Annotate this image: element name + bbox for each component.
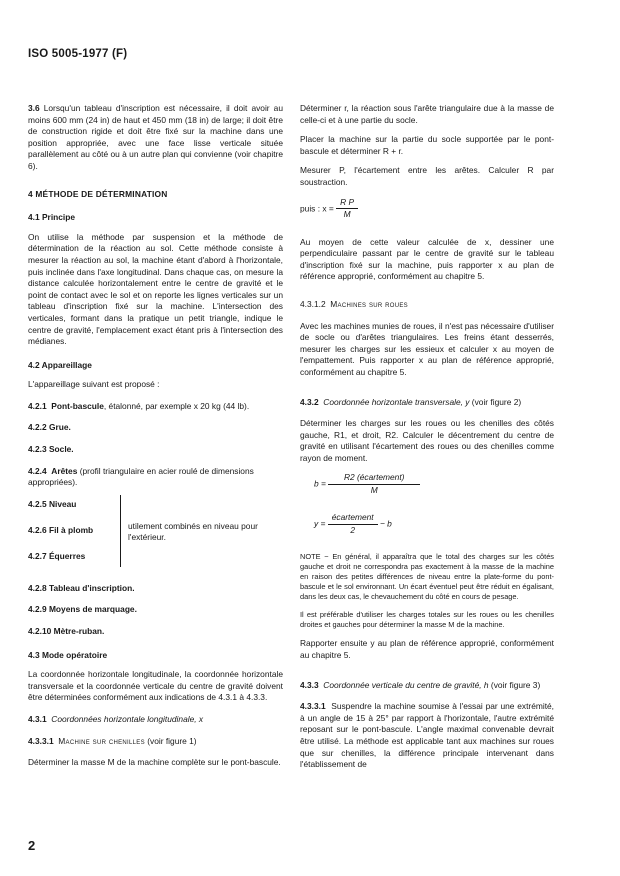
- section-4-3-1-heading: 4.3.1 Coordonnées horizontale longitudinale, x: [28, 714, 204, 724]
- item-4-2-9: 4.2.9 Moyens de marquage.: [28, 604, 137, 615]
- paragraph-mesurer: Mesurer P, l'écartement entre les arêtes. Calculer R par soustraction.: [300, 165, 554, 187]
- section-4-3-heading: 4.3 Mode opératoire: [28, 649, 108, 660]
- section-4-3-2-heading: 4.3.2 Coordonnée horizontale transversale, y (voir figure 2): [300, 396, 522, 407]
- item-4-2-3: 4.2.3 Socle.: [28, 444, 74, 455]
- item-4-2-5: 4.2.5 Niveau: [28, 498, 77, 509]
- item-4-2-10: 4.2.10 Mètre-ruban.: [28, 626, 105, 637]
- section-4-3-3-heading: 4.3.3 Coordonnée verticale du centre de gravité, h (voir figure 3): [300, 679, 541, 690]
- item-4-2-2: 4.2.2 Grue.: [28, 422, 71, 433]
- right-column: [300, 103, 554, 779]
- paragraph-3-6: 3.6 Lorsqu'un tableau d'inscription est nécessaire, il doit avoir au moins 600 mm (24 in) de haut et 450 mm (18 in) de large; il doit être de construction rigide et doit être fixé sur la machine dans une position appropriée, avec une face lisse verticale située parallèlement au côté ou à un autre plan qui convienne (voir chapitre 6).: [28, 103, 283, 171]
- section-4-1-heading: 4.1 Principe: [28, 212, 76, 223]
- document-header: ISO 5005-1977 (F): [28, 48, 128, 60]
- grouped-items-bracket: [28, 499, 283, 571]
- item-4-2-6: 4.2.6 Fil à plomb: [28, 524, 94, 535]
- paragraph-suspendre: 4.3.3.1 Suspendre la machine soumise à l'essai par une extrémité, à un angle de 15 à 25° par rapport à l'horizontale, l'autre extrémité reposant sur le pont-bascule. L'angle maximal convenable devrait être utilisé. La méthode est applicable tant aux machines sur roues que sur chenilles, la différence principale intervenant dans l'établissement de: [300, 701, 555, 770]
- item-4-2-8: 4.2.8 Tableau d'inscription.: [28, 582, 135, 593]
- paragraph-rapporter: Rapporter ensuite y au plan de référence approprié, conformément au chapitre 5.: [300, 638, 554, 661]
- section-4-2-heading: 4.2 Appareillage: [28, 359, 92, 370]
- section-4-heading: 4 MÉTHODE DE DÉTERMINATION: [28, 188, 168, 199]
- item-4-2-1: 4.2.1 Pont-bascule, étalonné, par exemple x 20 kg (44 lb).: [28, 400, 250, 411]
- paragraph-roues: Avec les machines munies de roues, il n'est pas nécessaire d'utiliser de socle ou d'arêtes triangulaires. Les freins étant desserrés, mesurer les charges sur les essieux et calculer x au moyen de l'empattement. Puis rapporter x au plan de référence approprié, conformément au chapitre 5.: [300, 320, 554, 377]
- item-4-2-7: 4.2.7 Équerres: [28, 550, 86, 561]
- paragraph-au-moyen: Au moyen de cette valeur calculée de x, dessiner une perpendiculaire passant par le centre de gravité sur le tableau d'inscription fixé sur la machine, puis rapporter x au plan de référence approprié, conformément au chapitre 5.: [300, 236, 554, 282]
- page-number: 2: [28, 838, 36, 853]
- item-4-2-4: 4.2.4 Arêtes (profil triangulaire en acier roulé de dimensions appropriées).: [28, 465, 254, 488]
- note-paragraph-2: Il est préférable d'utiliser les charges totales sur les roues ou les chenilles droites et gauches pour déterminer la masse M de la machine.: [300, 610, 554, 630]
- note-paragraph: NOTE − En général, il apparaîtra que le total des charges sur les côtés gauche et droit ne correspondra pas exactement à la masse de la machine en raison des petites différences de niveau entre la plate-forme du pont-bascule et le sol environnant. Un écart éventuel peut être réduit en égalisant, dans les deux cas, le chevauchement du côté en cours de pesage.: [300, 552, 554, 602]
- left-column: [28, 103, 283, 777]
- bracket-line: [120, 495, 121, 567]
- paragraph-mode-operatoire: La coordonnée horizontale longitudinale, la coordonnée horizontale transversale et la coordonnée verticale du centre de gravité doivent être déterminées conformément aux indications de 4.3.1 à 4.3.3.: [28, 669, 283, 703]
- paragraph-charges: Déterminer les charges sur les roues ou les chenilles des côtés gauche, R1, et droit, R2. Calculer le décentrement du centre de gravité en utilisant l'écartement des roues ou des chenilles comme rayon de moment.: [300, 418, 554, 463]
- paragraph-reaction: Déterminer r, la réaction sous l'arête triangulaire due à la masse de celle-ci et à une partie du socle.: [300, 103, 554, 125]
- paragraph-placer: Placer la machine sur la partie du socle supportée par le pont-bascule et déterminer R + r.: [300, 134, 554, 156]
- section-4-3-1-2-heading: 4.3.1.2 Machines sur roues: [300, 298, 408, 309]
- section-4-3-3-1-heading: 4.3.3.1 Machine sur chenilles (voir figure 1): [28, 735, 197, 746]
- formula-y: y = $\frac{\text{écartement}}{2}$ − b: [314, 512, 392, 536]
- formula-b: b = $\frac{\text{R2 (écartement)}}{M}$: [300, 472, 554, 502]
- paragraph-appareillage: L'appareillage suivant est proposé :: [28, 379, 160, 390]
- paragraph-principe: On utilise la méthode par suspension et la méthode de détermination de la réaction au sol. Cette méthode consiste à mesurer la réaction au sol, la machine étant d'abord à l'horizontale, puis inclinée dans l'axe longitudinal. Dans chaque cas, on mesure la distance calculée horizontalement entre le centre de gravité et le point de contact avec le sol et on reporte les lignes verticales sur un tableau d'inscription fixé sur la machine. L'intersection des verticales, formant dans la pratique un petit triangle, indique le centre de gravité, l'emplacement exact étant pris à l'intersection des médianes.: [28, 231, 283, 347]
- paragraph-masse: Déterminer la masse M de la machine complète sur le pont-bascule.: [28, 757, 281, 768]
- formula-x: puis : x = $\frac{\text{R P}}{M}$: [300, 197, 554, 227]
- bracket-text: utilement combinés en niveau pour l'extérieur.: [128, 520, 258, 543]
